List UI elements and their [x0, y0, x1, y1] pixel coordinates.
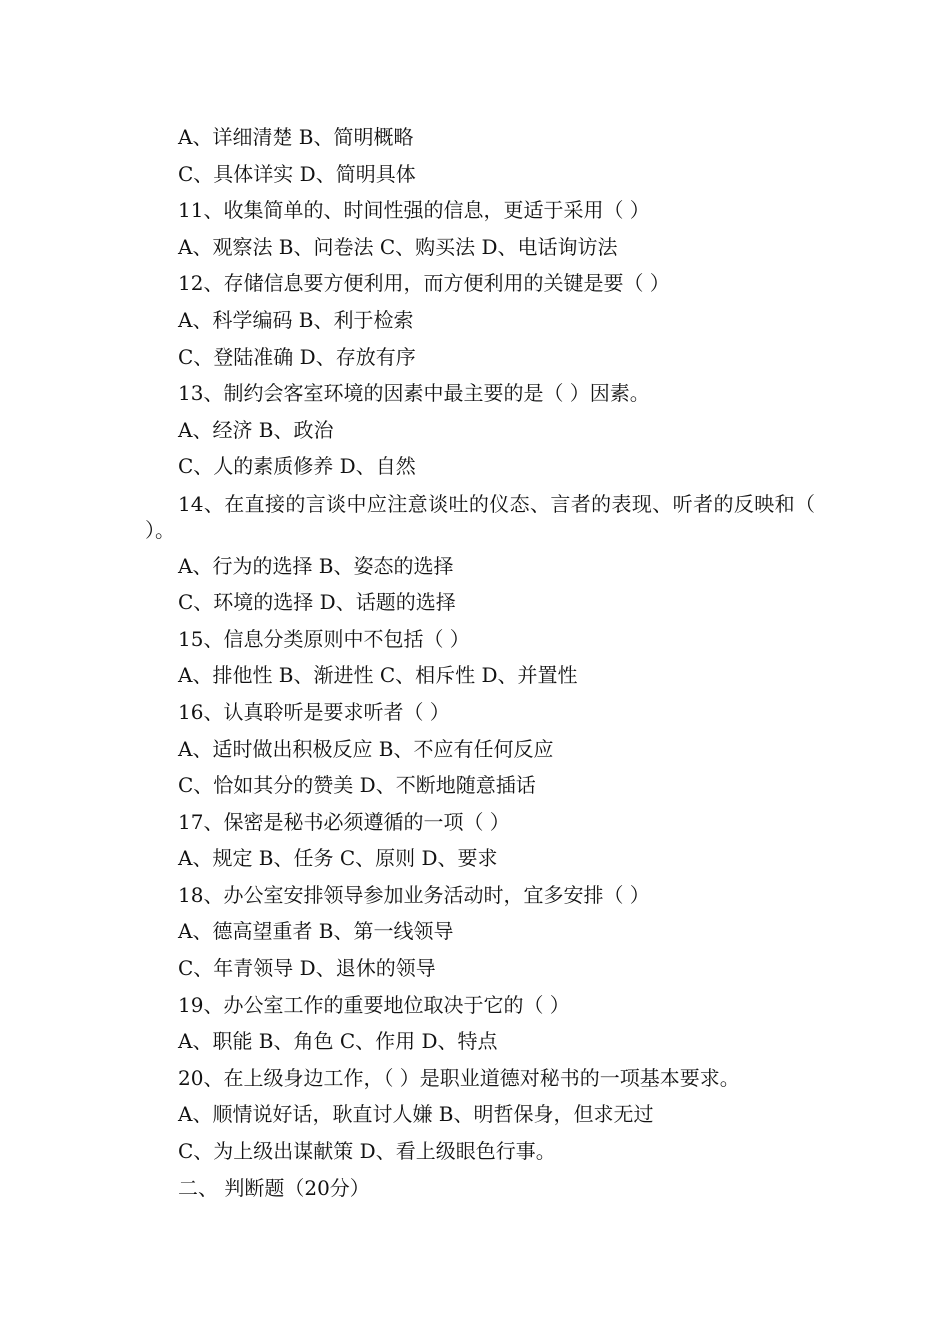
- question-16: 16、认真聆听是要求听者（ ）: [178, 699, 450, 724]
- option-line: A、观察法 B、问卷法 C、购买法 D、电话询访法: [178, 234, 618, 259]
- option-line: A、规定 B、任务 C、原则 D、要求: [178, 846, 498, 871]
- question-18: 18、办公室安排领导参加业务活动时，宜多安排（ ）: [178, 882, 650, 907]
- question-14: 14、在直接的言谈中应注意谈吐的仪态、言者的表现、听者的反映和（ ）。: [145, 491, 815, 542]
- option-line: C、人的素质修养 D、自然: [178, 454, 416, 479]
- question-13: 13、制约会客室环境的因素中最主要的是（ ）因素。: [178, 381, 650, 406]
- question-11: 11、收集简单的、时间性强的信息，更适于采用（ ）: [178, 198, 650, 223]
- option-line: C、环境的选择 D、话题的选择: [178, 590, 456, 615]
- question-17: 17、保密是秘书必须遵循的一项（ ）: [178, 809, 510, 834]
- option-line: C、为上级出谋献策 D、看上级眼色行事。: [178, 1139, 556, 1164]
- option-line: A、德高望重者 B、第一线领导: [178, 919, 454, 944]
- option-line: A、科学编码 B、利于检索: [178, 307, 414, 332]
- option-line: C、年青领导 D、退休的领导: [178, 956, 436, 981]
- option-line: C、具体详实 D、简明具体: [178, 161, 416, 186]
- exam-content: [145, 119, 815, 1206]
- option-line: A、行为的选择 B、姿态的选择: [178, 553, 454, 578]
- question-12: 12、存储信息要方便利用，而方便利用的关键是要（ ）: [178, 271, 670, 296]
- question-15: 15、信息分类原则中不包括（ ）: [178, 626, 470, 651]
- question-20: 20、在上级身边工作，（ ）是职业道德对秘书的一项基本要求。: [178, 1065, 740, 1090]
- option-line: A、经济 B、政治: [178, 417, 334, 442]
- option-line: A、排他性 B、渐进性 C、相斥性 D、并置性: [178, 663, 578, 688]
- question-19: 19、办公室工作的重要地位取决于它的（ ）: [178, 992, 570, 1017]
- option-line: A、顺情说好话，耿直讨人嫌 B、明哲保身，但求无过: [178, 1102, 654, 1127]
- option-line: C、恰如其分的赞美 D、不断地随意插话: [178, 773, 536, 798]
- option-line: A、职能 B、角色 C、作用 D、特点: [178, 1029, 498, 1054]
- option-line: A、适时做出积极反应 B、不应有任何反应: [178, 736, 554, 761]
- section-heading: 二、 判断题（20分）: [178, 1175, 370, 1200]
- option-line: A、详细清楚 B、简明概略: [178, 125, 414, 149]
- option-line: C、登陆准确 D、存放有序: [178, 344, 416, 369]
